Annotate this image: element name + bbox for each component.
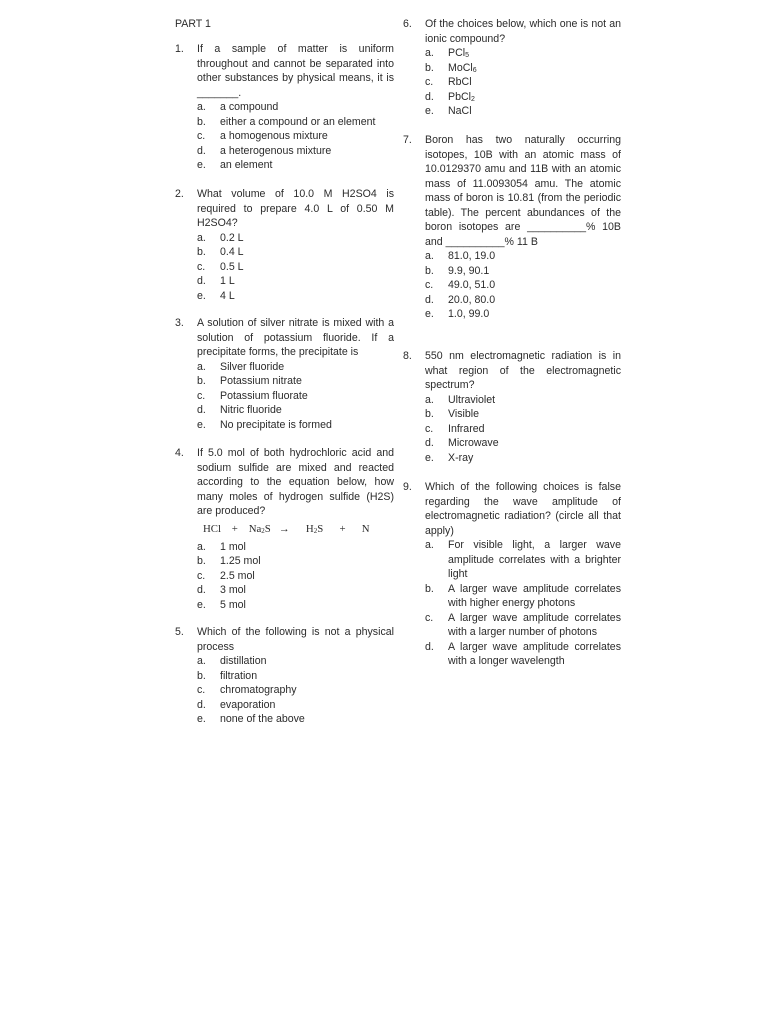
formula-part: H [305,522,314,535]
question-text: If a sample of matter is uniform throughout and cannot be separated into other substances by physical means, it is _______. [197,43,394,99]
option-c[interactable] [197,569,394,584]
option-text: 4 L [220,289,235,302]
option-text: a heterogenous mixture [220,144,332,157]
question-number: 3. [175,317,184,329]
option-text: Potassium fluorate [220,389,308,402]
option-text: none of the above [220,713,305,725]
option-text: Visible [448,408,480,420]
option-c[interactable] [425,278,621,293]
question-text: 550 nm electromagnetic radiation is in what region of the electromagnetic spectrum? [425,350,621,391]
option-letter: d. [197,144,206,157]
option-letter: c. [197,130,206,142]
formula-part: Na [248,522,262,535]
option-letter: e. [197,159,206,171]
subscript: 2 [313,526,318,535]
question-number: 7. [403,134,412,146]
option-text: 1 mol [220,540,246,553]
option-c[interactable] [425,611,621,640]
option-letter: d. [425,640,434,653]
option-letter: e. [425,105,434,117]
question-number: 8. [403,350,412,362]
option-letter: c. [197,684,206,696]
option-text: 1.25 mol [220,555,261,567]
question-number: 5. [175,626,184,638]
option-c[interactable] [197,260,394,275]
option-c[interactable] [425,75,621,90]
formula-part: MoCl [448,61,473,74]
option-a[interactable] [197,540,394,555]
option-text: filtration [220,669,258,682]
option-b[interactable] [425,264,621,279]
option-letter: b. [425,408,434,420]
question-2 [175,187,394,303]
question-number: 2. [175,188,184,200]
option-letter: b. [425,264,434,277]
answer-options [425,393,621,466]
option-e[interactable] [425,104,621,119]
option-text: Potassium nitrate [220,375,302,387]
option-letter: d. [197,584,206,596]
option-letter: c. [197,389,206,402]
option-letter: e. [425,451,434,464]
option-text: Nitric fluoride [220,404,282,416]
option-text: X-ray [448,451,474,464]
option-letter: b. [197,246,206,258]
option-a[interactable] [425,249,621,264]
option-d[interactable] [197,698,394,713]
plus-sign: + [231,522,238,535]
option-e[interactable] [197,598,394,613]
option-d[interactable] [425,640,621,669]
question-text: If 5.0 mol of both hydrochloric acid and sodium sulfide are mixed and reacted according to the equation below, how many moles of hydrogen sulfide (H2S) are produced? [197,447,394,517]
option-letter: b. [197,115,206,128]
option-letter: d. [197,698,206,711]
option-text: a homogenous mixture [220,130,328,142]
question-7 [403,133,621,322]
answer-options [197,654,394,727]
option-c[interactable] [197,129,394,144]
option-letter: b. [425,61,434,74]
option-c[interactable] [197,389,394,404]
answer-options [197,540,394,613]
formula-part: S [264,522,271,535]
option-a[interactable] [425,46,621,61]
question-9 [403,480,621,669]
option-letter: a. [425,539,434,551]
option-d[interactable] [425,436,621,451]
option-text: A larger wave amplitude correlates with a longer wavelength [448,640,621,667]
option-text: A larger wave amplitude correlates with a larger number of photons [448,611,621,638]
option-d[interactable] [425,293,621,308]
option-letter: d. [425,437,434,449]
option-text: 0.2 L [220,231,244,244]
option-text: an element [220,159,273,171]
option-e[interactable] [197,289,394,304]
option-text: evaporation [220,698,276,711]
formula-part: RbCl [448,76,472,88]
option-letter: e. [197,713,206,725]
question-text: What volume of 10.0 M H2SO4 is required to prepare 4.0 L of 0.50 M H2SO4? [197,188,394,229]
option-letter: e. [197,598,206,611]
answer-options [197,360,394,433]
option-letter: d. [425,293,434,306]
option-c[interactable] [425,422,621,437]
option-letter: d. [197,404,206,416]
subscript: 2 [261,526,265,535]
option-letter: e. [425,308,434,320]
option-letter: b. [197,669,206,682]
product-h2s [306,523,323,535]
option-b[interactable] [197,374,394,389]
option-a[interactable] [425,538,621,582]
option-text: 2.5 mol [220,569,255,582]
option-e[interactable] [197,158,394,173]
option-letter: e. [197,418,206,431]
option-b[interactable] [197,115,394,130]
subscript: 6 [472,66,477,74]
option-letter: a. [425,393,434,406]
option-letter: c. [425,279,434,291]
option-a[interactable] [197,654,394,669]
option-letter: b. [197,555,206,567]
option-c[interactable] [197,683,394,698]
option-text: 5 mol [220,598,246,611]
option-text: 3 mol [220,584,246,596]
option-b[interactable] [197,669,394,684]
option-letter: c. [197,260,206,273]
answer-options [425,538,621,669]
option-text: distillation [220,655,267,667]
question-1 [175,42,394,173]
option-a[interactable] [425,393,621,408]
option-text: 9.9, 90.1 [448,264,490,277]
option-text: Silver fluoride [220,360,285,373]
answer-options [425,249,621,322]
option-letter: b. [425,582,434,595]
option-a[interactable] [197,360,394,375]
option-e[interactable] [425,451,621,466]
option-text: 1.0, 99.0 [448,308,490,320]
option-letter: a. [425,47,434,59]
option-e[interactable] [197,712,394,727]
option-letter: d. [425,90,434,103]
option-a[interactable] [197,100,394,115]
question-3 [175,316,394,432]
option-b[interactable] [425,407,621,422]
answer-options [197,100,394,173]
option-letter: c. [425,611,434,624]
option-text: chromatography [220,684,297,696]
option-letter: c. [197,569,206,582]
option-text: 81.0, 19.0 [448,250,496,262]
option-d[interactable] [425,90,621,105]
question-text: A solution of silver nitrate is mixed with a solution of potassium fluoride. If a precipitate forms, the precipitate is [197,317,394,358]
option-text: a compound [220,101,279,113]
option-text: Infrared [448,422,485,435]
option-text: No precipitate is formed [220,418,332,431]
option-b[interactable] [425,582,621,611]
formula-part: PbCl [448,90,471,103]
option-letter: a. [197,655,206,667]
plus-sign: + [339,522,346,535]
option-letter: e. [197,289,206,302]
reaction-equation [203,522,399,537]
option-e[interactable] [197,418,394,433]
option-text: 1 L [220,275,235,287]
question-4 [175,446,394,612]
option-text: Microwave [448,437,499,449]
option-letter: b. [197,375,206,387]
formula-part: PCl [448,47,466,59]
subscript: 2 [470,95,475,103]
option-letter: a. [197,231,206,244]
option-text: either a compound or an element [220,115,376,128]
reactant-na2s [249,523,271,535]
question-8 [403,349,621,465]
option-text: 0.4 L [220,246,244,258]
answer-options [197,231,394,304]
subscript: 5 [465,52,469,59]
option-d[interactable] [197,144,394,159]
reactant-hcl: HCl [203,522,221,535]
option-e[interactable] [425,307,621,322]
question-5 [175,625,394,727]
question-number: 1. [175,43,184,55]
option-text: A larger wave amplitude correlates with higher energy photons [448,582,621,609]
option-letter: d. [197,275,206,287]
option-letter: a. [197,540,206,553]
truncated-product: N [361,522,370,535]
question-text: Boron has two naturally occurring isotopes, 10B with an atomic mass of 10.0129370 amu and 11B with an atomic mass of 11.0093054 amu. The atomic mass of boron is 10.81 (from the periodic table). The percent abundances of the boron isotopes are __________% 10B and __________% 11 B [425,134,621,248]
option-letter: c. [425,422,434,435]
option-letter: a. [197,101,206,113]
question-number: 4. [175,447,184,459]
arrow-right-icon: → [278,522,290,535]
answer-options [425,46,621,119]
option-letter: c. [425,76,434,88]
question-number: 9. [403,481,412,493]
option-d[interactable] [197,274,394,289]
question-text: Of the choices below, which one is not an ionic compound? [425,18,621,45]
part-title: PART 1 [175,18,211,30]
option-letter: a. [425,250,434,262]
option-text: 0.5 L [220,260,244,273]
option-letter: a. [197,360,206,373]
question-number: 6. [403,18,412,30]
option-b[interactable] [425,61,621,76]
option-text: Ultraviolet [448,393,496,406]
option-text: 49.0, 51.0 [448,279,496,291]
formula-part: S [317,522,324,535]
option-a[interactable] [197,231,394,246]
option-d[interactable] [197,583,394,598]
formula-part: NaCl [448,105,472,117]
question-text: Which of the following choices is false regarding the wave amplitude of electromagnetic radiation? (circle all that apply) [425,481,621,537]
option-b[interactable] [197,245,394,260]
option-d[interactable] [197,403,394,418]
option-text: For visible light, a larger wave amplitude correlates with a brighter light [448,539,621,580]
option-b[interactable] [197,554,394,569]
question-6 [403,17,621,119]
option-text: 20.0, 80.0 [448,293,496,306]
question-text: Which of the following is not a physical process [197,626,394,653]
